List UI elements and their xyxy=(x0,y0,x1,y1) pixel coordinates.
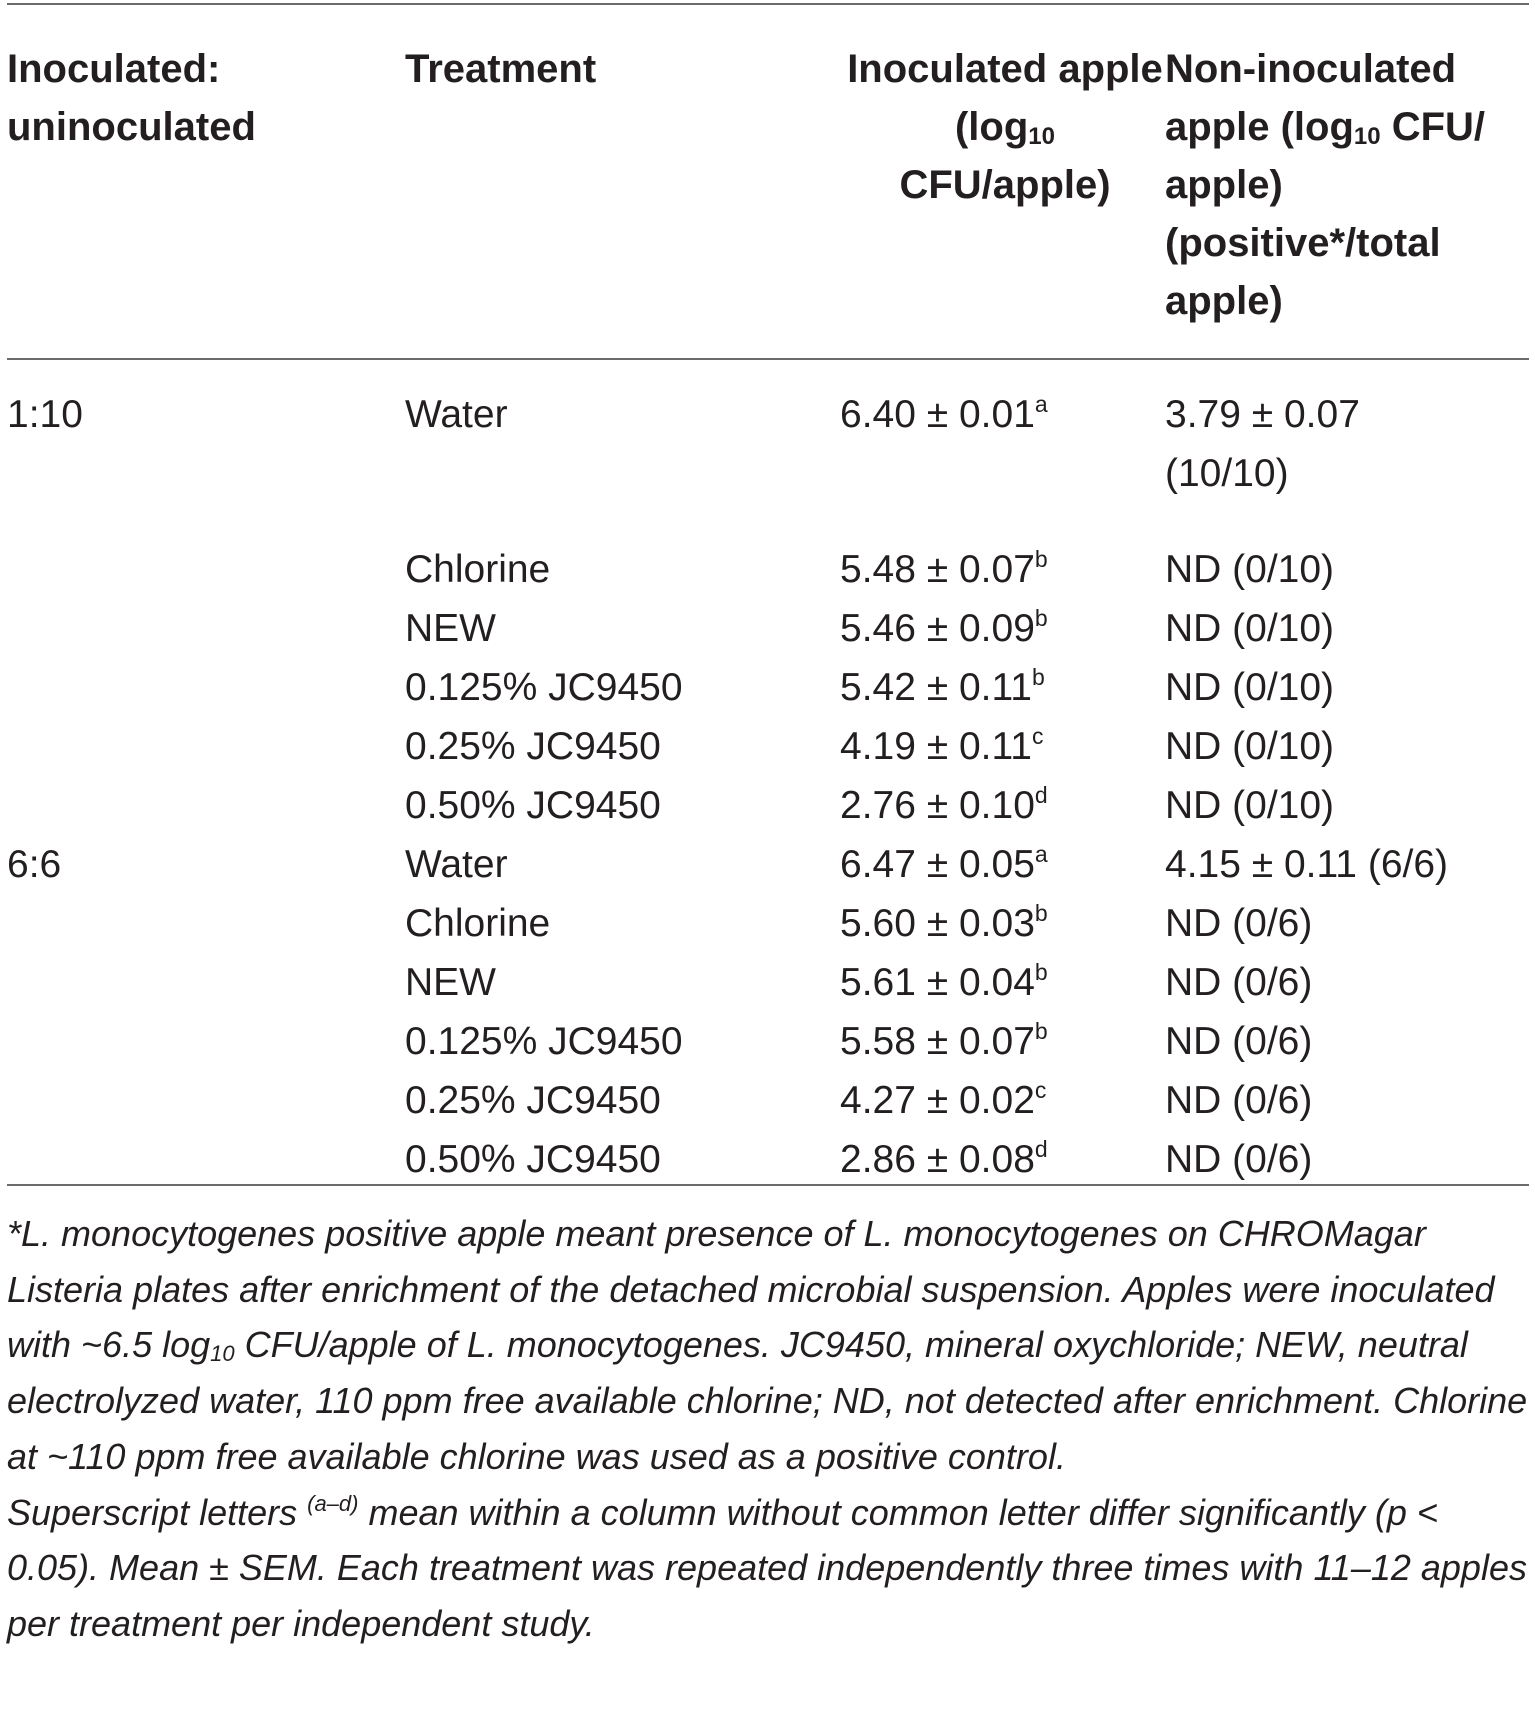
row-non-inoculated-value xyxy=(1165,1130,1312,1189)
row-inoculated-value xyxy=(840,835,1048,894)
row-non-inoculated-value xyxy=(1165,894,1312,953)
row-treatment: Water xyxy=(405,393,508,436)
row-inoculated-value xyxy=(840,1012,1048,1071)
table-top-rule xyxy=(7,3,1529,5)
row-non-inoculated-value xyxy=(1165,717,1334,776)
row-inoculated-value xyxy=(840,776,1048,835)
significance-letter: b xyxy=(1034,1018,1048,1044)
significance-letter: b xyxy=(1034,546,1048,572)
row-treatment: 0.50% JC9450 xyxy=(405,784,661,827)
row-non-inoculated-value xyxy=(1165,776,1334,835)
significance-letter: c xyxy=(1032,723,1044,749)
footnote-paragraph-1: *L. monocytogenes positive apple meant presence of L. monocytogenes on CHROMagar Listeria plates after enrichment of the detached microbial suspension. Apples were inoculated with ~6.5 log10 CFU/apple of L. monocytogenes. JC9450, mineral oxychloride; NEW, neutral electrolyzed water, 110 ppm free available chlorine; ND, not detected after enrichment. Chlorine at ~110 ppm free available chlorine was used as a positive control. xyxy=(7,1213,1528,1477)
row-non-inoculated-value xyxy=(1165,385,1360,503)
row-treatment: 0.25% JC9450 xyxy=(405,1079,661,1122)
row-non-inoculated-value xyxy=(1165,1012,1312,1071)
inoculated-mean-sem: 5.48 ± 0.07 xyxy=(840,548,1035,591)
row-non-inoculated-value xyxy=(1165,1071,1312,1130)
row-treatment: Chlorine xyxy=(405,902,551,945)
significance-letter: a xyxy=(1034,391,1048,417)
significance-letter: d xyxy=(1034,782,1048,808)
non-inoculated-line: 3.79 ± 0.07 xyxy=(1165,393,1360,436)
row-treatment: NEW xyxy=(405,607,496,650)
header-inoculated-apple: Inoculated apple (log10 CFU/apple) xyxy=(847,47,1163,207)
row-inoculated-value xyxy=(840,894,1048,953)
significance-letter: c xyxy=(1034,1077,1047,1103)
non-inoculated-line: ND (0/6) xyxy=(1165,1138,1313,1181)
inoculated-mean-sem: 4.19 ± 0.11 xyxy=(840,725,1032,768)
non-inoculated-line: ND (0/10) xyxy=(1165,784,1335,827)
row-non-inoculated-value xyxy=(1165,599,1334,658)
inoculated-mean-sem: 5.46 ± 0.09 xyxy=(840,607,1035,650)
header-non-inoculated-apple: Non-inoculated apple (log10 CFU/ apple) (positive*/total apple) xyxy=(1165,47,1486,323)
non-inoculated-line: ND (0/6) xyxy=(1165,1020,1313,1063)
row-treatment: NEW xyxy=(405,961,496,1004)
non-inoculated-line: ND (0/6) xyxy=(1165,961,1313,1004)
significance-letter: b xyxy=(1032,664,1045,690)
row-inoculated-value xyxy=(840,1130,1048,1189)
row-non-inoculated-value xyxy=(1165,540,1334,599)
inoculated-mean-sem: 6.40 ± 0.01 xyxy=(840,393,1035,436)
non-inoculated-line: ND (0/10) xyxy=(1165,666,1335,709)
inoculated-mean-sem: 5.58 ± 0.07 xyxy=(840,1020,1035,1063)
row-inoculated-value xyxy=(840,1071,1046,1130)
row-inoculated-value xyxy=(840,385,1048,444)
non-inoculated-line: ND (0/10) xyxy=(1165,548,1335,591)
table-footnote xyxy=(7,1206,1529,1652)
footnote-paragraph-2: Superscript letters $^{(a-d)}$ mean within a column without common letter differ significantly (p < 0.05). Mean ± SEM. Each treatment was repeated independently three times with 11–12 apples per treatment per independent study. xyxy=(7,1490,1527,1644)
non-inoculated-line: ND (0/6) xyxy=(1165,902,1313,945)
header-treatment: Treatment xyxy=(405,47,597,91)
inoculated-mean-sem: 5.60 ± 0.03 xyxy=(840,902,1035,945)
row-non-inoculated-value xyxy=(1165,835,1448,894)
significance-letter: d xyxy=(1034,1136,1048,1162)
row-treatment: 0.125% JC9450 xyxy=(405,1020,683,1063)
row-treatment: Water xyxy=(405,843,508,886)
row-inoculated-value xyxy=(840,599,1048,658)
inoculated-mean-sem: 2.86 ± 0.08 xyxy=(840,1138,1035,1181)
inoculated-mean-sem: 5.42 ± 0.11 xyxy=(840,666,1032,709)
significance-letter: a xyxy=(1034,841,1048,867)
inoculated-mean-sem: 6.47 ± 0.05 xyxy=(840,843,1035,886)
row-treatment: 0.50% JC9450 xyxy=(405,1138,661,1181)
significance-letter: b xyxy=(1034,959,1048,985)
inoculated-mean-sem: 2.76 ± 0.10 xyxy=(840,784,1035,827)
header-inoculated-ratio: Inoculated: uninoculated xyxy=(7,47,256,149)
row-treatment: 0.125% JC9450 xyxy=(405,666,683,709)
non-inoculated-line: ND (0/6) xyxy=(1165,1079,1313,1122)
row-inoculated-value xyxy=(840,717,1044,776)
row-inoculated-value xyxy=(840,540,1048,599)
row-ratio: 6:6 xyxy=(7,843,62,886)
table-bottom-rule xyxy=(7,1184,1529,1186)
row-non-inoculated-value xyxy=(1165,953,1312,1012)
row-ratio: 1:10 xyxy=(7,393,83,436)
row-treatment: 0.25% JC9450 xyxy=(405,725,661,768)
non-inoculated-line: ND (0/10) xyxy=(1165,725,1335,768)
row-non-inoculated-value xyxy=(1165,658,1334,717)
row-treatment: Chlorine xyxy=(405,548,551,591)
significance-letter: b xyxy=(1034,605,1048,631)
header-bottom-rule xyxy=(7,358,1529,360)
row-inoculated-value xyxy=(840,658,1045,717)
non-inoculated-line: (10/10) xyxy=(1165,452,1289,495)
non-inoculated-line: 4.15 ± 0.11 (6/6) xyxy=(1165,843,1449,886)
inoculated-mean-sem: 4.27 ± 0.02 xyxy=(840,1079,1035,1122)
inoculated-mean-sem: 5.61 ± 0.04 xyxy=(840,961,1035,1004)
significance-letter: b xyxy=(1034,900,1048,926)
non-inoculated-line: ND (0/10) xyxy=(1165,607,1335,650)
row-inoculated-value xyxy=(840,953,1048,1012)
